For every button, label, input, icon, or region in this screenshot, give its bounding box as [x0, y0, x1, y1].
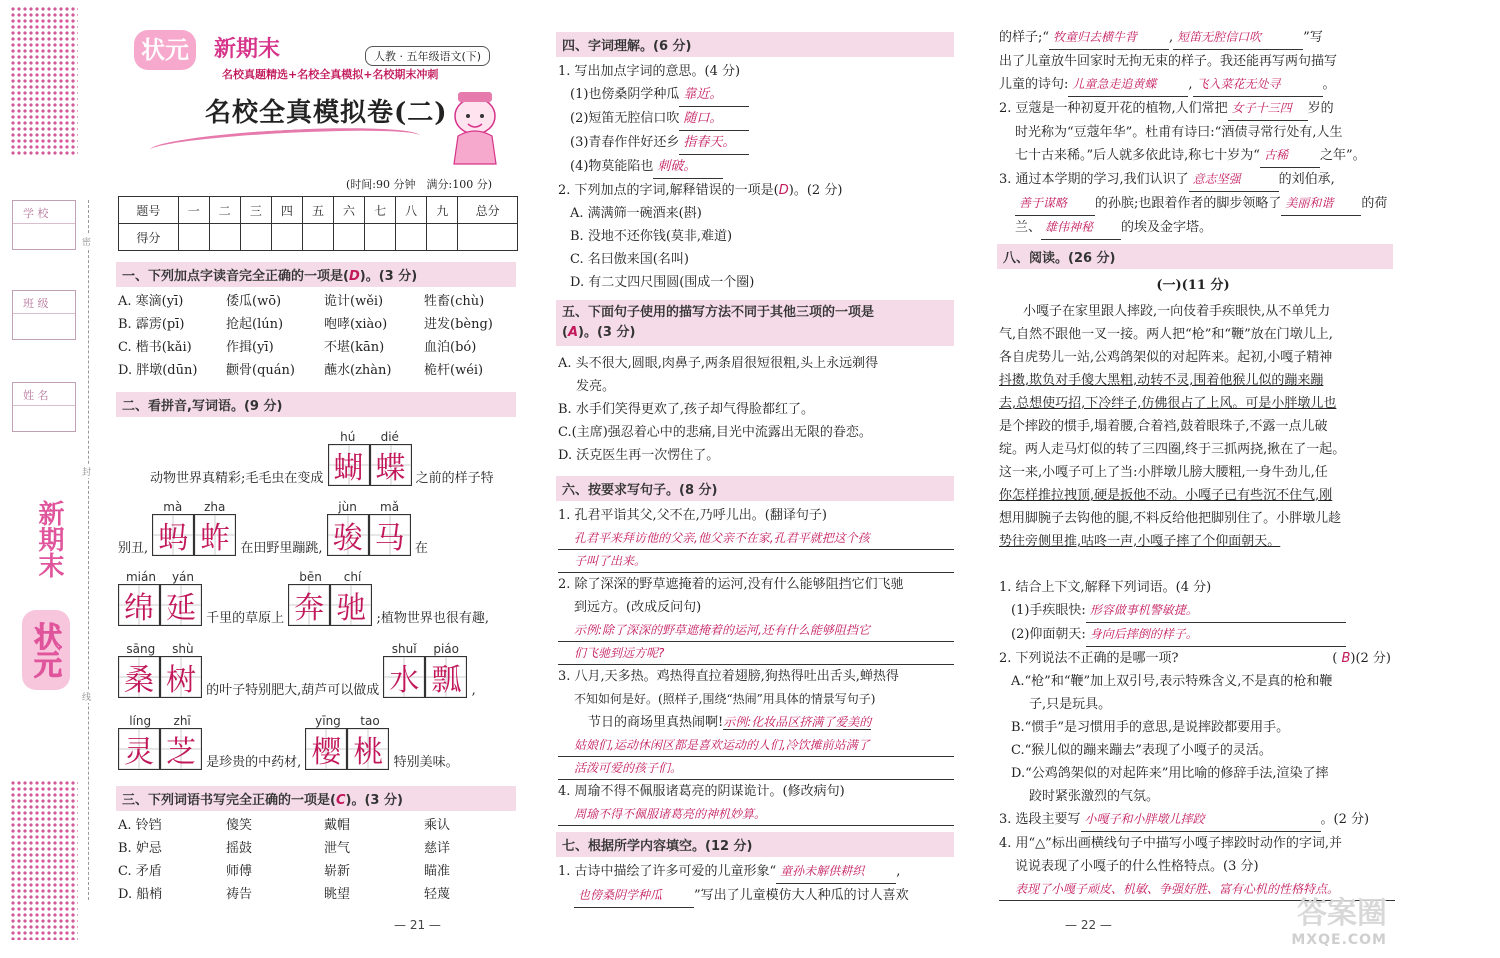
pinyin-word: jùn mǎ 骏 马 [327, 500, 411, 556]
seal-line [88, 200, 89, 900]
margin-strip [0, 0, 100, 958]
q5-options: A. 头不很大,圆眼,肉鼻子,两条眉很短很粗,头上永远剃得 发亮。 B. 水手们笑得更欢了,孩子却气得脸都红了。 C.(主席)强忍着心中的悲痛,目光中流露出无限的眷恋。 D. 沃克医生再一次愣住了。 [558, 356, 879, 463]
pinyin-word: mà zha 蚂 蚱 [152, 500, 236, 556]
option-row: D. 船梢 祷告 眺望 轻蔑 [118, 887, 451, 902]
q2-row-5: líng zhī 灵 芝 是珍贵的中药材, yīng tao 樱 桃 特别美味。 [118, 714, 459, 770]
class-label: 班 级 [23, 297, 49, 310]
page-title: 名校全真模拟卷(二) [205, 98, 448, 128]
exam-time: (时间:90 分钟 满分:100 分) [346, 178, 492, 191]
answer: D [778, 183, 789, 198]
q4-body: 1. 写出加点字词的意思。(4 分) (1)也傍桑阴学种瓜 靠近。 (2)短笛无腔信口吹 随口。 (3)青春作伴好还乡 指春天。 (4)物莫能陷也 刺破。 2. 下列加点的字词,解释错误的一项是(D)。(2 分) A. 满满筛一碗酒来(斟) B. 没地不还你钱(莫非,难道) C. 名曰傲来国(名叫) D. 有二丈四尺围圆(围成一个圈) [558, 60, 956, 294]
q4-item: (3)青春作伴好还乡 指春天。 [558, 131, 956, 155]
name-box [12, 382, 76, 432]
answer: A [567, 325, 579, 340]
q4-sub2: 2. 下列加点的字词,解释错误的一项是(D)。(2 分) [558, 183, 843, 198]
q4-title: 四、字词理解。(6 分) [556, 32, 954, 57]
score-value-row: 得分 [119, 224, 518, 251]
q6-body: 1. 孔君平诣其父,父不在,乃呼儿出。(翻译句子) 孔君平来拜访他的父亲,他父亲不在家,孔君平就把这个孩 子叫了出来。 2. 除了深深的野草遮掩着的运河,没有什么能够阻挡它们飞驰 到远方。(改成反问句) 示例:除了深深的野草遮掩着的运河,还有什么能够阻挡它 们飞驰到远方呢? 3. 八月,天多热。鸡热得直拉着翅膀,狗热得吐出舌头,蝉热得 不知如何是好。(照样子,围绕“热闹”用具体的情景写句子) 节日的商场里真热闹啊!示例:化妆品区挤满了爱美的 姑娘们,运动休闲区都是喜欢运动的人们,冷饮摊前站满了 活泼可爱的孩子们。 4. 周瑜不得不佩服诸葛亮的阴谋诡计。(修改病句) 周瑜不得不佩服诸葛亮的神机妙算。 [558, 504, 954, 826]
pinyin-word: sāng shù 桑 树 [118, 642, 202, 698]
score-header-row: 题号 一 二 三 四 五 六 七 八 九 总分 [119, 197, 518, 224]
pinyin-word: yīng tao 樱 桃 [305, 714, 389, 770]
q4-item: (1)也傍桑阴学种瓜 靠近。 [558, 83, 956, 107]
page-number: — 22 — [1065, 918, 1112, 932]
vertical-logo: 状元 [22, 610, 70, 690]
watermark-text: 答案圈 [1297, 896, 1387, 931]
seal-marker: 线 [82, 690, 91, 703]
pinyin-word: hú dié 蝴 蝶 [328, 430, 412, 486]
reading-questions: 1. 结合上下文,解释下列词语。(4 分) (1)手疾眼快: 形容做事机警敏捷。 (2)仰面朝天: 身向后摔倒的样子。 2. 下列说法不正确的是哪一项? ( B)(2 分) A.“枪”和“鞭”加上双引号,表示特殊含义,不是真的枪和鞭 子,只是玩具。 B.“惯手”是习惯用手的意思,是说摔跤都要用手。 C.“猴儿似的蹦来蹦去”表现了小嘎子的灵活。 D.“公鸡鸽架似的对起阵来”用比喻的修辞手法,渲染了摔 跤时紧张激烈的气氛。 3. 选段主要写 小嘎子和小胖墩儿摔跤 。(2 分) 4. 用“△”标出画横线句子中描写小嘎子摔跤时动作的字词,并 说说表现了小嘎子的什么性格特点。(3 分) 表现了小嘎子顽皮、机敏、争强好胜、富有心机的性格特点。 [999, 576, 1395, 901]
answer: D [348, 269, 360, 284]
pinyin-word: bēn chí 奔 驰 [288, 570, 372, 626]
option-row: C. 楷书(kǎi) 作揖(yī) 不堪(kān) 血泊(bó) [118, 340, 477, 355]
q3-title: 三、下列词语书写完全正确的一项是(C)。(3 分) [116, 786, 516, 811]
dot-pattern-top [10, 6, 78, 156]
page-21-right-column [552, 0, 957, 958]
q2-row-1: 动物世界真精彩;毛毛虫在变成 hú dié 蝴 蝶 之前的样子特 [150, 430, 494, 486]
q2-row-2: 别丑, mà zha 蚂 蚱 在田野里蹦跳, jùn mǎ 骏 马 在 [118, 500, 428, 556]
score-table [118, 196, 518, 251]
mascot-illustration [440, 86, 510, 166]
reading-passage: 小嘎子在家里跟人摔跤,一向伎着手疾眼快,从不单凭力 气,自然不跟他一叉一接。两人把“枪”和“鞭”放在门墩儿上, 各自虎势儿一站,公鸡鸽架似的对起阵来。起初,小嘎子精神 抖擞,欺负对手傻大黑粗,动转不灵,围着他猴儿似的蹦来蹦 去,总想使巧招,下冷绊子,仿佛很占了上风。可是小胖墩儿也 是个摔跤的惯手,塌着腰,合着裆,鼓着眼珠子,不露一点儿破 绽。两人走马灯似的转了三四圈,终于三抓两挠,揪在了一起。 这一来,小嘎子可上了当:小胖墩儿膀大腰粗,一身牛劲儿,任 你怎样推拉拽顶,硬是扳他不动。小嘎子已有些沉不住气,刚 想用脚腕子去钩他的腿,不料反给他把脚别住了。小胖墩儿趁 势往旁侧里推,咕咚一声,小嘎子摔了个仰面朝天。 [999, 304, 1346, 549]
seal-marker: 密 [82, 235, 91, 248]
q8-title: 八、阅读。(26 分) [997, 244, 1393, 269]
class-box [12, 290, 76, 340]
answer: B [1341, 651, 1351, 666]
page-22 [995, 0, 1395, 958]
option-row: D. 胖墩(dūn) 颧骨(quán) 蘸水(zhàn) 桅杆(wéi) [118, 363, 484, 378]
school-label: 学 校 [23, 207, 49, 220]
grade-tag: 人教 · 五年级语文(下) [365, 46, 490, 66]
decorative-swoosh [150, 123, 421, 163]
option-row: B. 霹雳(pī) 抢起(lún) 咆哮(xiào) 进发(bèng) [118, 317, 493, 332]
page-number: — 21 — [394, 918, 441, 932]
school-box [12, 200, 76, 250]
seal-marker: 封 [82, 465, 91, 478]
q4-item: (4)物莫能陷也 刺破。 [558, 155, 956, 179]
option-row: A. 寒滴(yī) 倭瓜(wō) 诡计(wěi) 牲畜(chù) [118, 294, 485, 309]
q1-options [118, 290, 518, 382]
watermark [1227, 888, 1387, 948]
pinyin-word: mián yán 绵 延 [118, 570, 202, 626]
page-21 [110, 0, 520, 958]
q2-row-4: sāng shù 桑 树 的叶子特别肥大,葫芦可以做成 shuǐ piáo 水 瓢 , [118, 642, 476, 698]
option-row: C. 矛盾 师傅 崭新 瞄准 [118, 864, 451, 879]
header-subtitle: 名校真题精选+名校全真模拟+名校期末冲刺 [222, 68, 439, 81]
q7-body-cont: 的样子;“ 牧童归去横牛背 , 短笛无腔信口吹 ”写 出了儿童放牛回家时无拘无束的样子。我还能再写两句描写 儿童的诗句: 儿童急走追黄蝶 , 飞入菜花无处寻 。 2. 豆蔻是一种初夏开花的植物,人们常把 女子十三四 岁的 时光称为“豆蔻年华”。杜甫有诗曰:“酒债寻常行处有,人生 七十古来稀。”后人就多依此诗,称七十岁为“ 古稀 之年”。 3. 通过本学期的学习,我们认识了 意志坚强 的刘伯承, 善于谋略 的孙膑;也跟着作者的脚步领略了 美丽和谐 的荷 兰、 雄伟神秘 的埃及金字塔。 [999, 26, 1395, 240]
q7-title: 七、根据所学内容填空。(12 分) [556, 832, 954, 857]
header-logo: 状元 [134, 30, 196, 70]
pinyin-word: shuǐ piáo 水 瓢 [383, 642, 467, 698]
header-brand: 新期末 [214, 37, 281, 62]
option-row: B. 妒忌 摇鼓 泄气 慈详 [118, 841, 451, 856]
answer: C [335, 793, 346, 808]
q4-item: (2)短笛无腔信口吹 随口。 [558, 107, 956, 131]
pinyin-word: líng zhī 灵 芝 [118, 714, 202, 770]
q6-title: 六、按要求写句子。(8 分) [556, 476, 954, 501]
dot-pattern-bottom [10, 780, 78, 940]
q7-body-start: 1. 古诗中描绘了许多可爱的儿童形象“ 童孙未解供耕织 , 也傍桑阴学种瓜 ”写出了儿童模仿大人种瓜的讨人喜欢 [558, 860, 954, 908]
name-label: 姓 名 [23, 389, 49, 402]
q2-title: 二、看拼音,写词语。(9 分) [116, 392, 516, 417]
q2-row-3: mián yán 绵 延 千里的草原上 bēn chí 奔 驰 ;植物世界也很有趣, [118, 570, 489, 626]
watermark-url: MXQE.COM [1291, 932, 1387, 948]
vertical-brand: 新期末 [34, 500, 64, 578]
q5-title: 五、下面句子使用的描写方法不同于其他三项的一项是 (A)。(3 分) [556, 300, 954, 346]
option-row: A. 铃铛 傻笑 戴帽 乘认 [118, 818, 451, 833]
q8-subtitle: (一)(11 分) [1156, 278, 1230, 293]
q3-options [118, 814, 518, 906]
q1-title: 一、下列加点字读音完全正确的一项是(D)。(3 分) [116, 262, 516, 287]
